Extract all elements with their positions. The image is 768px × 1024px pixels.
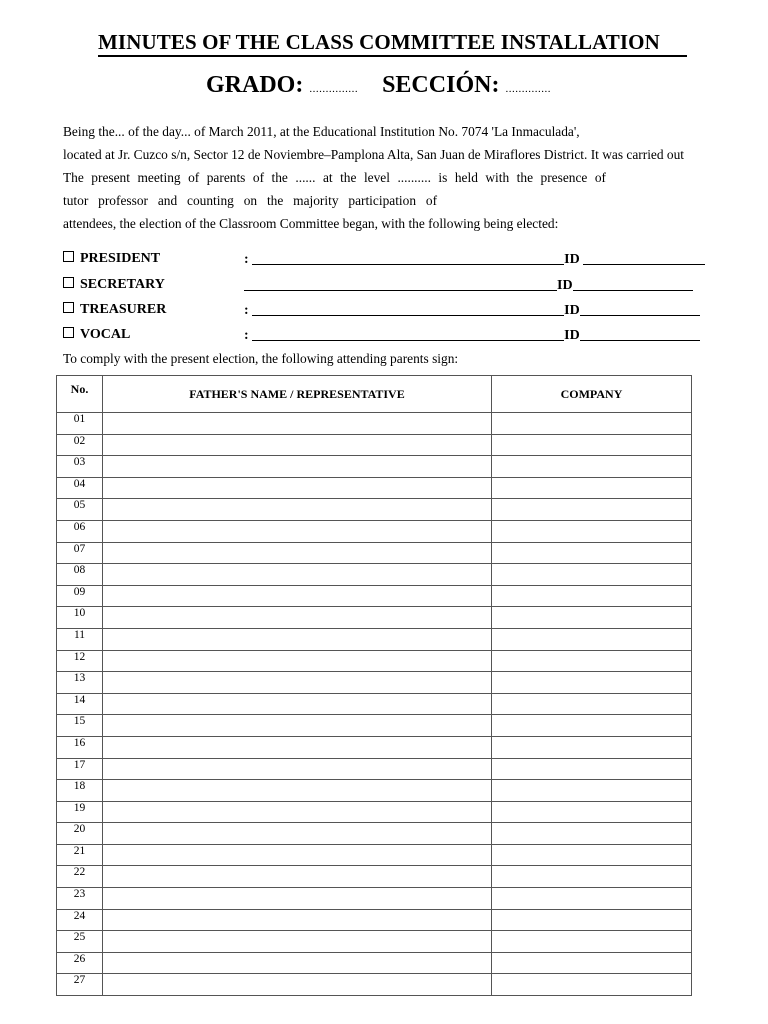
row-number: 20 <box>57 823 103 845</box>
name-cell[interactable] <box>103 434 492 456</box>
row-number: 05 <box>57 499 103 521</box>
row-number: 24 <box>57 909 103 931</box>
checkbox-icon <box>63 277 74 288</box>
row-number: 11 <box>57 628 103 650</box>
checkbox-icon <box>63 327 74 338</box>
row-number: 03 <box>57 456 103 478</box>
table-row <box>57 520 692 542</box>
name-cell[interactable] <box>103 564 492 586</box>
row-number: 19 <box>57 801 103 823</box>
intro-line-2: located at Jr. Cuzco s/n, Sector 12 de Noviembre–Pamplona Alta, San Juan de Miraflores District. It was carried out <box>63 147 685 162</box>
table-row <box>57 909 692 931</box>
table-row <box>57 564 692 586</box>
intro-line-5: attendees, the election of the Classroom Committee began, with the following being elected: <box>63 216 559 231</box>
row-number: 17 <box>57 758 103 780</box>
row-number: 07 <box>57 542 103 564</box>
company-cell[interactable] <box>492 650 692 672</box>
role-label: VOCAL <box>80 327 131 342</box>
name-cell[interactable] <box>103 974 492 996</box>
company-cell[interactable] <box>492 477 692 499</box>
company-cell[interactable] <box>492 456 692 478</box>
seccion-label: SECCIÓN: <box>382 72 500 98</box>
company-cell[interactable] <box>492 736 692 758</box>
table-row <box>57 866 692 888</box>
table-row <box>57 888 692 910</box>
company-cell[interactable] <box>492 844 692 866</box>
name-cell[interactable] <box>103 628 492 650</box>
name-cell[interactable] <box>103 693 492 715</box>
name-cell[interactable] <box>103 585 492 607</box>
company-cell[interactable] <box>492 931 692 953</box>
name-blank <box>244 277 557 291</box>
company-cell[interactable] <box>492 758 692 780</box>
name-cell[interactable] <box>103 866 492 888</box>
row-number: 02 <box>57 434 103 456</box>
name-cell[interactable] <box>103 952 492 974</box>
company-cell[interactable] <box>492 607 692 629</box>
table-row <box>57 952 692 974</box>
title-underline <box>98 55 687 57</box>
company-cell[interactable] <box>492 888 692 910</box>
column-header-no: No. <box>57 376 103 413</box>
name-cell[interactable] <box>103 931 492 953</box>
role-label: SECRETARY <box>80 277 165 292</box>
sign-note: To comply with the present election, the following attending parents sign: <box>63 351 459 366</box>
table-row <box>57 650 692 672</box>
company-cell[interactable] <box>492 564 692 586</box>
name-cell[interactable] <box>103 780 492 802</box>
row-number: 18 <box>57 780 103 802</box>
id-label: ID <box>564 252 580 267</box>
document-title: MINUTES OF THE CLASS COMMITTEE INSTALLATION <box>98 30 660 54</box>
table-row <box>57 456 692 478</box>
checkbox-icon <box>63 251 74 262</box>
row-number: 26 <box>57 952 103 974</box>
company-cell[interactable] <box>492 413 692 435</box>
table-row <box>57 499 692 521</box>
name-cell[interactable] <box>103 607 492 629</box>
row-number: 13 <box>57 672 103 694</box>
intro-line-4: tutor professor and counting on the majority participation of <box>63 193 438 208</box>
table-row <box>57 736 692 758</box>
name-cell[interactable] <box>103 823 492 845</box>
name-cell[interactable] <box>103 758 492 780</box>
id-blank <box>583 251 705 265</box>
id-label: ID <box>557 278 573 293</box>
table-row <box>57 844 692 866</box>
row-number: 08 <box>57 564 103 586</box>
company-cell[interactable] <box>492 866 692 888</box>
name-cell[interactable] <box>103 672 492 694</box>
table-row <box>57 628 692 650</box>
name-cell[interactable] <box>103 844 492 866</box>
row-number: 12 <box>57 650 103 672</box>
name-cell[interactable] <box>103 888 492 910</box>
row-number: 23 <box>57 888 103 910</box>
signature-table <box>56 375 692 996</box>
row-number: 06 <box>57 520 103 542</box>
company-cell[interactable] <box>492 542 692 564</box>
grado-blank: ............... <box>309 83 359 95</box>
company-cell[interactable] <box>492 909 692 931</box>
name-cell[interactable] <box>103 499 492 521</box>
intro-line-3: The present meeting of parents of the ...... at the level .......... is held with the presence of <box>63 170 606 185</box>
row-number: 21 <box>57 844 103 866</box>
name-cell[interactable] <box>103 909 492 931</box>
table-row <box>57 672 692 694</box>
company-cell[interactable] <box>492 672 692 694</box>
company-cell[interactable] <box>492 801 692 823</box>
name-blank <box>252 302 564 316</box>
company-cell[interactable] <box>492 715 692 737</box>
name-cell[interactable] <box>103 477 492 499</box>
table-row <box>57 780 692 802</box>
row-number: 27 <box>57 974 103 996</box>
table-row <box>57 693 692 715</box>
company-cell[interactable] <box>492 585 692 607</box>
table-row <box>57 585 692 607</box>
role-label: PRESIDENT <box>80 251 161 266</box>
row-number: 15 <box>57 715 103 737</box>
name-cell[interactable] <box>103 650 492 672</box>
name-cell[interactable] <box>103 542 492 564</box>
row-number: 16 <box>57 736 103 758</box>
table-row <box>57 542 692 564</box>
row-number: 01 <box>57 413 103 435</box>
role-colon: : <box>244 252 253 267</box>
role-colon: : <box>244 303 253 318</box>
name-blank <box>252 251 564 265</box>
company-cell[interactable] <box>492 952 692 974</box>
table-row <box>57 823 692 845</box>
seccion-blank: .............. <box>505 83 551 95</box>
name-cell[interactable] <box>103 413 492 435</box>
table-header-row <box>57 376 692 413</box>
table-row <box>57 715 692 737</box>
name-cell[interactable] <box>103 736 492 758</box>
name-blank <box>252 327 564 341</box>
company-cell[interactable] <box>492 693 692 715</box>
column-header-company: COMPANY <box>492 376 692 413</box>
row-number: 09 <box>57 585 103 607</box>
row-number: 10 <box>57 607 103 629</box>
company-cell[interactable] <box>492 780 692 802</box>
intro-line-1: Being the... of the day... of March 2011, at the Educational Institution No. 7074 'La Inmaculada', <box>63 124 580 139</box>
grado-label: GRADO: <box>206 72 304 98</box>
row-number: 22 <box>57 866 103 888</box>
company-cell[interactable] <box>492 823 692 845</box>
id-blank <box>580 327 700 341</box>
row-number: 14 <box>57 693 103 715</box>
company-cell[interactable] <box>492 520 692 542</box>
table-row <box>57 758 692 780</box>
table-row <box>57 607 692 629</box>
id-blank <box>580 302 700 316</box>
table-row <box>57 434 692 456</box>
table-row <box>57 801 692 823</box>
table-row <box>57 931 692 953</box>
company-cell[interactable] <box>492 974 692 996</box>
name-cell[interactable] <box>103 456 492 478</box>
table-row <box>57 974 692 996</box>
checkbox-icon <box>63 302 74 313</box>
grado-seccion-line <box>206 72 551 99</box>
company-cell[interactable] <box>492 628 692 650</box>
column-header-name: FATHER'S NAME / REPRESENTATIVE <box>103 376 492 413</box>
row-number: 04 <box>57 477 103 499</box>
company-cell[interactable] <box>492 434 692 456</box>
row-number: 25 <box>57 931 103 953</box>
role-label: TREASURER <box>80 302 167 317</box>
id-label: ID <box>564 303 580 318</box>
name-cell[interactable] <box>103 520 492 542</box>
table-row <box>57 413 692 435</box>
name-cell[interactable] <box>103 801 492 823</box>
company-cell[interactable] <box>492 499 692 521</box>
role-colon: : <box>244 328 253 343</box>
id-blank <box>573 277 693 291</box>
id-label: ID <box>564 328 580 343</box>
name-cell[interactable] <box>103 715 492 737</box>
table-row <box>57 477 692 499</box>
